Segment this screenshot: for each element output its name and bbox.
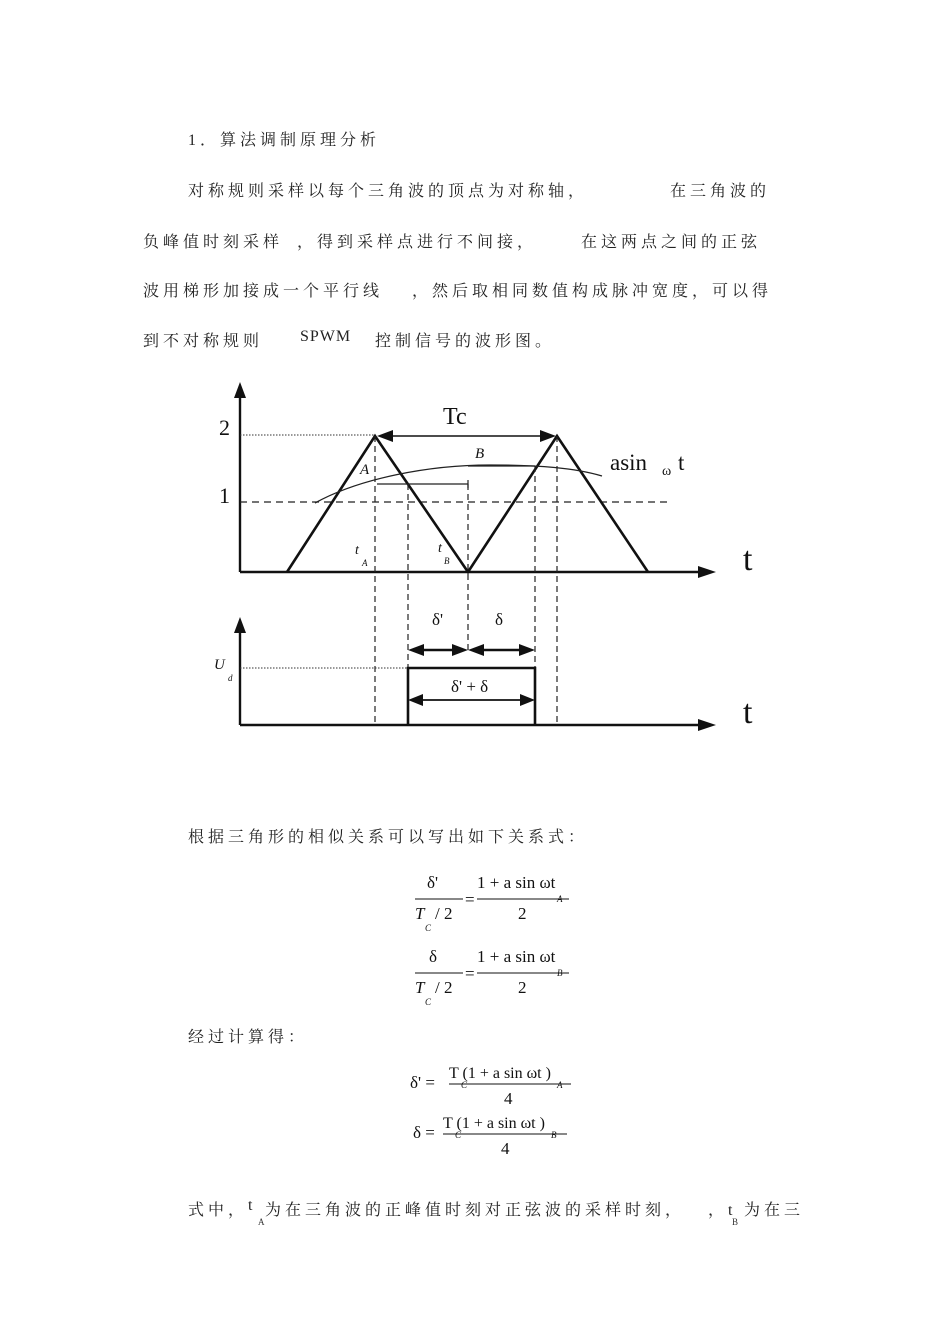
- paragraph-line-1b: 在三角波的: [670, 183, 771, 200]
- top-x-arrow-icon: [698, 566, 716, 578]
- equation-1: [405, 868, 585, 934]
- svg-text:C: C: [455, 1130, 462, 1140]
- tb-sub-label: B: [444, 556, 450, 566]
- bottom-axis-t-label: t: [743, 694, 753, 731]
- svg-text:C: C: [425, 997, 432, 1007]
- paragraph-similarity: 根据三角形的相似关系可以写出如下关系式：: [188, 829, 589, 846]
- bottom-y-arrow-icon: [234, 617, 246, 633]
- paragraph-last-sub-a: A: [258, 1217, 265, 1227]
- paragraph-line-3b: ，然后取相同数值构成脉冲宽度，可以得: [412, 283, 773, 300]
- curve-label-asin: asin: [610, 450, 648, 475]
- svg-text:A: A: [557, 894, 563, 904]
- paragraph-last-e: 为在三: [744, 1202, 805, 1219]
- delta-prime-arrow-right-icon: [452, 644, 468, 656]
- curve-label-omega: ω: [662, 464, 672, 479]
- curve-label-t: t: [678, 450, 685, 475]
- svg-text:T (1 + a sin ωt ): T (1 + a sin ωt ): [443, 1115, 545, 1132]
- svg-text:1 + a sin ωt: 1 + a sin ωt: [477, 873, 556, 892]
- paragraph-line-3a: 波用梯形加接成一个平行线: [143, 283, 384, 300]
- svg-text:C: C: [425, 923, 432, 933]
- equation-2: [405, 942, 585, 1008]
- svg-text:/ 2: / 2: [435, 978, 453, 997]
- tc-label: Tc: [443, 404, 467, 430]
- point-b-label: B: [475, 446, 485, 462]
- paragraph-last-t: t: [248, 1197, 257, 1214]
- paragraph-line-2c: 在这两点之间的正弦: [581, 234, 762, 251]
- delta-arrow-left-icon: [468, 644, 484, 656]
- paragraph-last-d: ，t: [708, 1202, 737, 1219]
- equation-3: [405, 1060, 585, 1112]
- svg-text:T: T: [415, 904, 425, 923]
- svg-text:δ': δ': [427, 873, 439, 892]
- point-a-label: A: [360, 462, 370, 478]
- paragraph-last-sub-b: B: [732, 1217, 739, 1227]
- delta-sum-arrow-right-icon: [520, 694, 535, 706]
- svg-text:4: 4: [504, 1089, 513, 1108]
- delta-arrow-right-icon: [519, 644, 535, 656]
- tb-label: t: [438, 541, 442, 556]
- paragraph-line-2a: 负峰值时刻采样: [143, 234, 284, 251]
- spwm-term: SPWM: [300, 328, 352, 345]
- ta-label: t: [355, 543, 359, 558]
- ud-sub-label: d: [228, 673, 233, 683]
- section-heading: 1．算法调制原理分析: [188, 132, 381, 149]
- paragraph-line-2b: ，得到采样点进行不间接，: [297, 234, 538, 251]
- delta-prime-arrow-left-icon: [408, 644, 424, 656]
- delta-sum-label: δ' + δ: [451, 677, 489, 696]
- delta-prime-label: δ': [432, 610, 444, 629]
- svg-text:C: C: [461, 1080, 468, 1090]
- svg-text:/ 2: / 2: [435, 904, 453, 923]
- top-y-arrow-icon: [234, 382, 246, 398]
- svg-text:δ' =: δ' =: [410, 1073, 435, 1092]
- bottom-x-arrow-icon: [698, 719, 716, 731]
- delta-sum-arrow-left-icon: [408, 694, 423, 706]
- svg-text:A: A: [557, 1080, 563, 1090]
- ta-sub-label: A: [362, 558, 368, 568]
- top-axis-t-label: t: [743, 541, 753, 578]
- y-label-2: 2: [219, 415, 230, 440]
- svg-text:2: 2: [518, 978, 527, 997]
- svg-text:B: B: [557, 968, 563, 978]
- paragraph-last-c: 为在三角波的正峰值时刻对正弦波的采样时刻，: [265, 1202, 686, 1219]
- paragraph-line-4c: 控制信号的波形图。: [375, 333, 556, 350]
- equation-4: [405, 1110, 585, 1162]
- svg-text:1 + a sin ωt: 1 + a sin ωt: [477, 947, 556, 966]
- svg-text:δ =: δ =: [413, 1123, 435, 1142]
- svg-text:2: 2: [518, 904, 527, 923]
- paragraph-line-1a: 对称规则采样以每个三角波的顶点为对称轴，: [188, 183, 589, 200]
- svg-text:T (1 + a sin ωt ): T (1 + a sin ωt ): [449, 1065, 551, 1082]
- paragraph-result: 经过计算得：: [188, 1029, 309, 1046]
- svg-text:δ: δ: [429, 947, 438, 966]
- y-label-1: 1: [219, 483, 230, 508]
- paragraph-line-4a: 到不对称规则: [143, 333, 264, 350]
- svg-text:T: T: [415, 978, 425, 997]
- paragraph-last-a: 式中，: [188, 1202, 249, 1219]
- delta-label: δ: [495, 610, 504, 629]
- svg-text:=: =: [465, 964, 475, 983]
- svg-text:B: B: [551, 1130, 557, 1140]
- svg-text:=: =: [465, 890, 475, 909]
- ud-label: U: [214, 657, 225, 673]
- svg-text:4: 4: [501, 1139, 510, 1158]
